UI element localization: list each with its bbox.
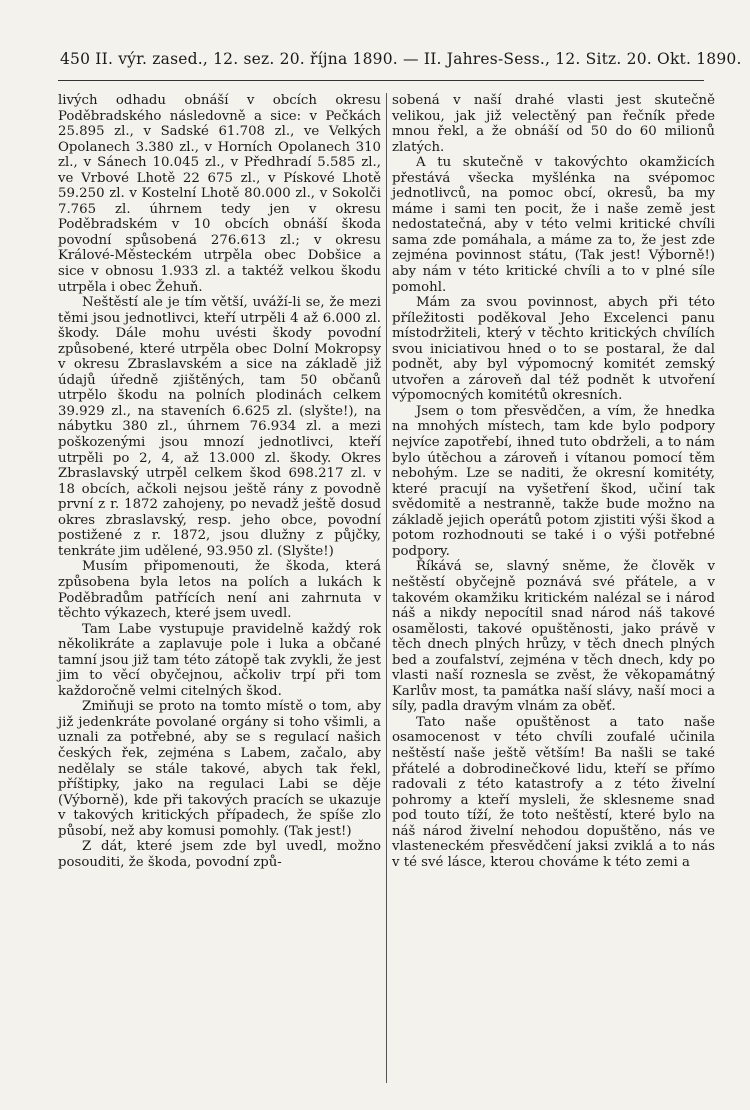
paragraph: Musím připomenouti, že škoda, která způsobena byla letos na polích a lukách k Poděbradům patřících není ani zahrnuta v těchto výkazech, které jsem uvedl. xyxy=(58,559,381,622)
paragraph: A tu skutečně v takovýchto okamžicích přestává všecka myšlénka na svépomoc jednotlivců, na pomoc obcí, okresů, ba my máme i sami ten pocit, že i naše země jest nedostatečná, aby v této velmi kritické chvíli sama zde pomáhala, a máme za to, že jest zde zejména povinnost státu, (Tak jest! Výborně!) aby nám v této kritické chvíli a to v plné síle pomohl. xyxy=(392,155,715,295)
paragraph: Neštěstí ale je tím větší, uváží-li se, že mezi těmi jsou jednotlivci, kteří utrpěli 4 až 6.000 zl. škody. Dále mohu uvésti škody povodní způsobené, které utrpěla obec Dolní Mokropsy v okresu Zbraslavském a sice na základě již údajů úředně zjištěných, tam 50 občanů utrpělo škodu na polních plodinách celkem 39.929 zl., na staveních 6.625 zl. (slyšte!), na nábytku 380 zl., úhrnem 76.934 zl. a mezi poškozenými jsou mnozí jednotlivci, kteří utrpěli po 2, 4, až 13.000 zl. škody. Okres Zbraslavský utrpěl celkem škod 698.217 zl. v 18 obcích, ačkoli nejsou ještě rány z povodně první z r. 1872 zahojeny, po nevadž ještě dosud okres zbraslavský, resp. jeho obce, povodní postižené z r. 1872, jsou dlužny z půjčky, tenkráte jim udělené, 93.950 zl. (Slyšte!) xyxy=(58,295,381,559)
paragraph: Tam Labe vystupuje pravidelně každý rok několikráte a zaplavuje pole i luka a občané tamní jsou již tam této zátopě tak zvykli, že jest jim to věcí obyčejnou, ačkoliv trpí při tom každoročně velmi citelných škod. xyxy=(58,621,381,699)
paragraph: Jsem o tom přesvědčen, a vím, že hnedka na mnohých místech, tam kde bylo podpory nejvíce zapotřebí, ihned tuto obdrželi, a to nám bylo útěchou a zároveň i vítanou pomocí těm nebohým. Lze se naditi, že okresní komitéty, které pracují na vyšetření škod, učiní tak svědomitě a nestranně, takže bude možno na základě jejich operátů potom zjistiti výši škod a potom rozhodnouti se také i o výši potřebné podpory. xyxy=(392,403,715,559)
paragraph: Z dát, které jsem zde byl uvedl, možno posouditi, že škoda, povodní způ- xyxy=(58,839,381,870)
column-divider xyxy=(386,93,387,1083)
paragraph: Zmiňuji se proto na tomto místě o tom, aby již jedenkráte povolané orgány si toho všimli, a uznali za potřebné, aby se s regulací našich českých řek, zejména s Labem, začalo, aby nedělaly se stále takové, abych tak řekl, příštipky, jako na regulaci Labi se děje (Výborně), kde při takových pracích se ukazuje v takových kritických případech, že spíše zlo působí, než aby komusi pomohly. (Tak jest!) xyxy=(58,699,381,839)
left-column xyxy=(58,93,381,870)
page-header: 450 II. výr. zased., 12. sez. 20. října 1890. — II. Jahres-Sess., 12. Sitz. 20. Okt. 1890. xyxy=(60,50,742,68)
paragraph: sobená v naší drahé vlasti jest skutečně velikou, jak již velectěný pan řečník přede mnou řekl, a že obnáší od 50 do 60 milionů zlatých. xyxy=(392,93,715,155)
paragraph: Říkává se, slavný sněme, že člověk v neštěstí obyčejně poznává své přátele, a v takovém okamžiku kritickém nalézal se i národ náš a nikdy nepocítil snad národ náš takové osamělosti, takové opuštěnosti, jako právě v těch dnech plných hrůzy, v těch dnech plných bed a zoufalství, zejména v těch dnech, kdy po vlasti naší roznesla se zvěst, že věkopamátný Karlův most, ta památka naší slávy, naší moci a síly, padla dravým vlnám za oběť. xyxy=(392,559,715,715)
paragraph: livých odhadu obnáší v obcích okresu Poděbradského následovně a sice: v Pečkách 25.895 zl., v Sadské 61.708 zl., ve Velkých Opolanech 3.380 zl., v Horních Opolanech 310 zl., v Sánech 10.045 zl., v Předhradí 5.585 zl., ve Vrbové Lhotě 22 675 zl., v Pískové Lhotě 59.250 zl. v Kostelní Lhotě 80.000 zl., v Sokolči 7.765 zl. úhrnem tedy jen v okresu Poděbradském v 10 obcích obnáší škoda povodní spůsobená 276.613 zl.; v okresu Králové-Městeckém utrpěla obec Dobšice a sice v obnosu 1.933 zl. a taktéž velkou škodu utrpěla i obec Žehuň. xyxy=(58,93,381,295)
paragraph: Mám za svou povinnost, abych při této příležitosti poděkoval Jeho Excelenci panu místodržiteli, který v těchto kritických chvílích svou iniciativou hned o to se postaral, že dal podnět, aby byl výpomocný komitét zemský utvořen a zároveň dal též podnět k utvoření výpomocných komitétů okresních. xyxy=(392,295,715,404)
right-column xyxy=(392,93,715,870)
header-rule xyxy=(58,80,704,81)
paragraph: Tato naše opuštěnost a tato naše osamocenost v této chvíli zoufalé učinila neštěstí naše ještě větším! Ba našli se také přátelé a dobrodinečkové lidu, kteří se přímo radovali z této katastrofy a z této živelní pohromy a kteří mysleli, že sklesneme snad pod touto tíží, že toto neštěstí, které bylo na náš národ živelní nehodou dopuštěno, nás ve vlasteneckém přesvědčení jaksi zviklá a to nás v té své lásce, kterou chováme k této zemi a xyxy=(392,714,715,870)
